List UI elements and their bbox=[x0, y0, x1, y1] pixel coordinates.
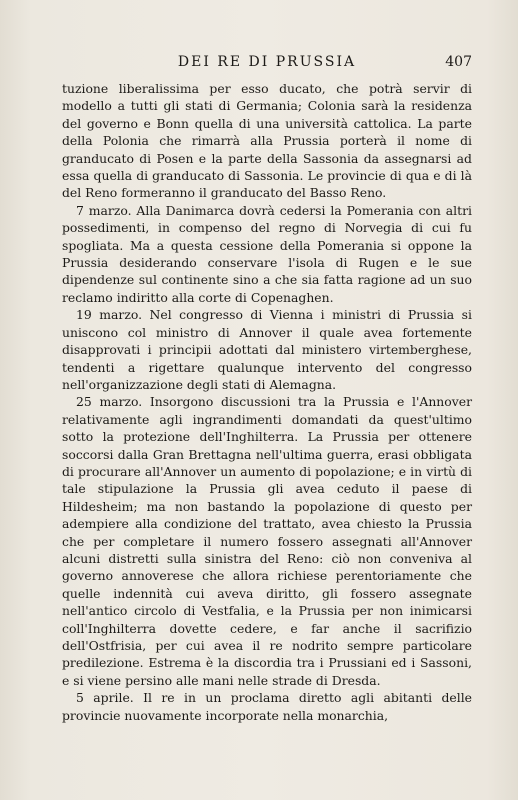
running-title: DEI RE DI PRUSSIA bbox=[177, 54, 357, 70]
paragraph-19-marzo: 19 marzo. Nel congresso di Vienna i ministri di Prussia si uniscono col ministro di Annover il quale avea fortemente disapprovati i principii adottati dal ministero virtemberghese, tendenti a rigettare qualunque intervento del congresso nell'organizzazione degli stati di Alemagna. bbox=[62, 307, 472, 392]
page-number: 407 bbox=[445, 54, 472, 70]
paragraph-continuation: tuzione liberalissima per esso ducato, che potrà servir di modello a tutti gli stati di Germania; Colonia sarà la residenza del governo e Bonn quella di una università cattolica. La parte della Polonia che rimarrà alla Prussia porterà il nome di granducato di Posen e la parte della Sassonia da assegnarsi ad essa quella di granducato di Sassonia. Le provincie di qua e di là del Reno formeranno il granducato del Basso Reno. bbox=[62, 81, 472, 201]
paragraph-5-aprile: 5 aprile. Il re in un proclama diretto agli abitanti delle provincie nuovamente incorporate nella monarchia, bbox=[62, 690, 472, 723]
page-header bbox=[62, 54, 472, 76]
paragraph-7-marzo: 7 marzo. Alla Danimarca dovrà cedersi la Pomerania con altri possedimenti, in compenso del regno di Norvegia di cui fu spogliata. Ma a questa cessione della Pomerania si oppone la Prussia desiderando conservare l'isola di Rugen e le sue dipendenze sul continente sino a che sia fatta ragione ad un suo reclamo indiritto alla corte di Copenaghen. bbox=[62, 202, 472, 305]
body-text bbox=[62, 80, 472, 724]
paragraph-25-marzo: 25 marzo. Insorgono discussioni tra la Prussia e l'Annover relativamente agli ingrandimenti domandati da quest'ultimo sotto la protezione dell'Inghilterra. La Prussia per ottenere soccorsi dalla Gran Brettagna nell'ultima guerra, erasi obbligata di procurare all'Annover un aumento di popolazione; e in virtù di tale stipulazione la Prussia gli avea ceduto il paese di Hildesheim; ma non bastando la popolazione di questo per adempiere alla condizione del trattato, avea chiesto la Prussia che per completare il numero fossero assegnati all'Annover alcuni distretti sulla sinistra del Reno: ciò non conveniva al governo annoverese che allora richiese perentoriamente che quelle indennità cui aveva diritto, gli fossero assegnate nell'antico circolo di Vestfalia, e la Prussia per non inimicarsi coll'Inghilterra dovette cedere, e far anche il sacrifizio dell'Ostfrisia, per cui avea il re nodrito sempre particolare predilezione. Estrema è la discordia tra i Prussiani ed i Sassoni, e si viene persino alle mani nelle strade di Dresda. bbox=[62, 394, 472, 688]
